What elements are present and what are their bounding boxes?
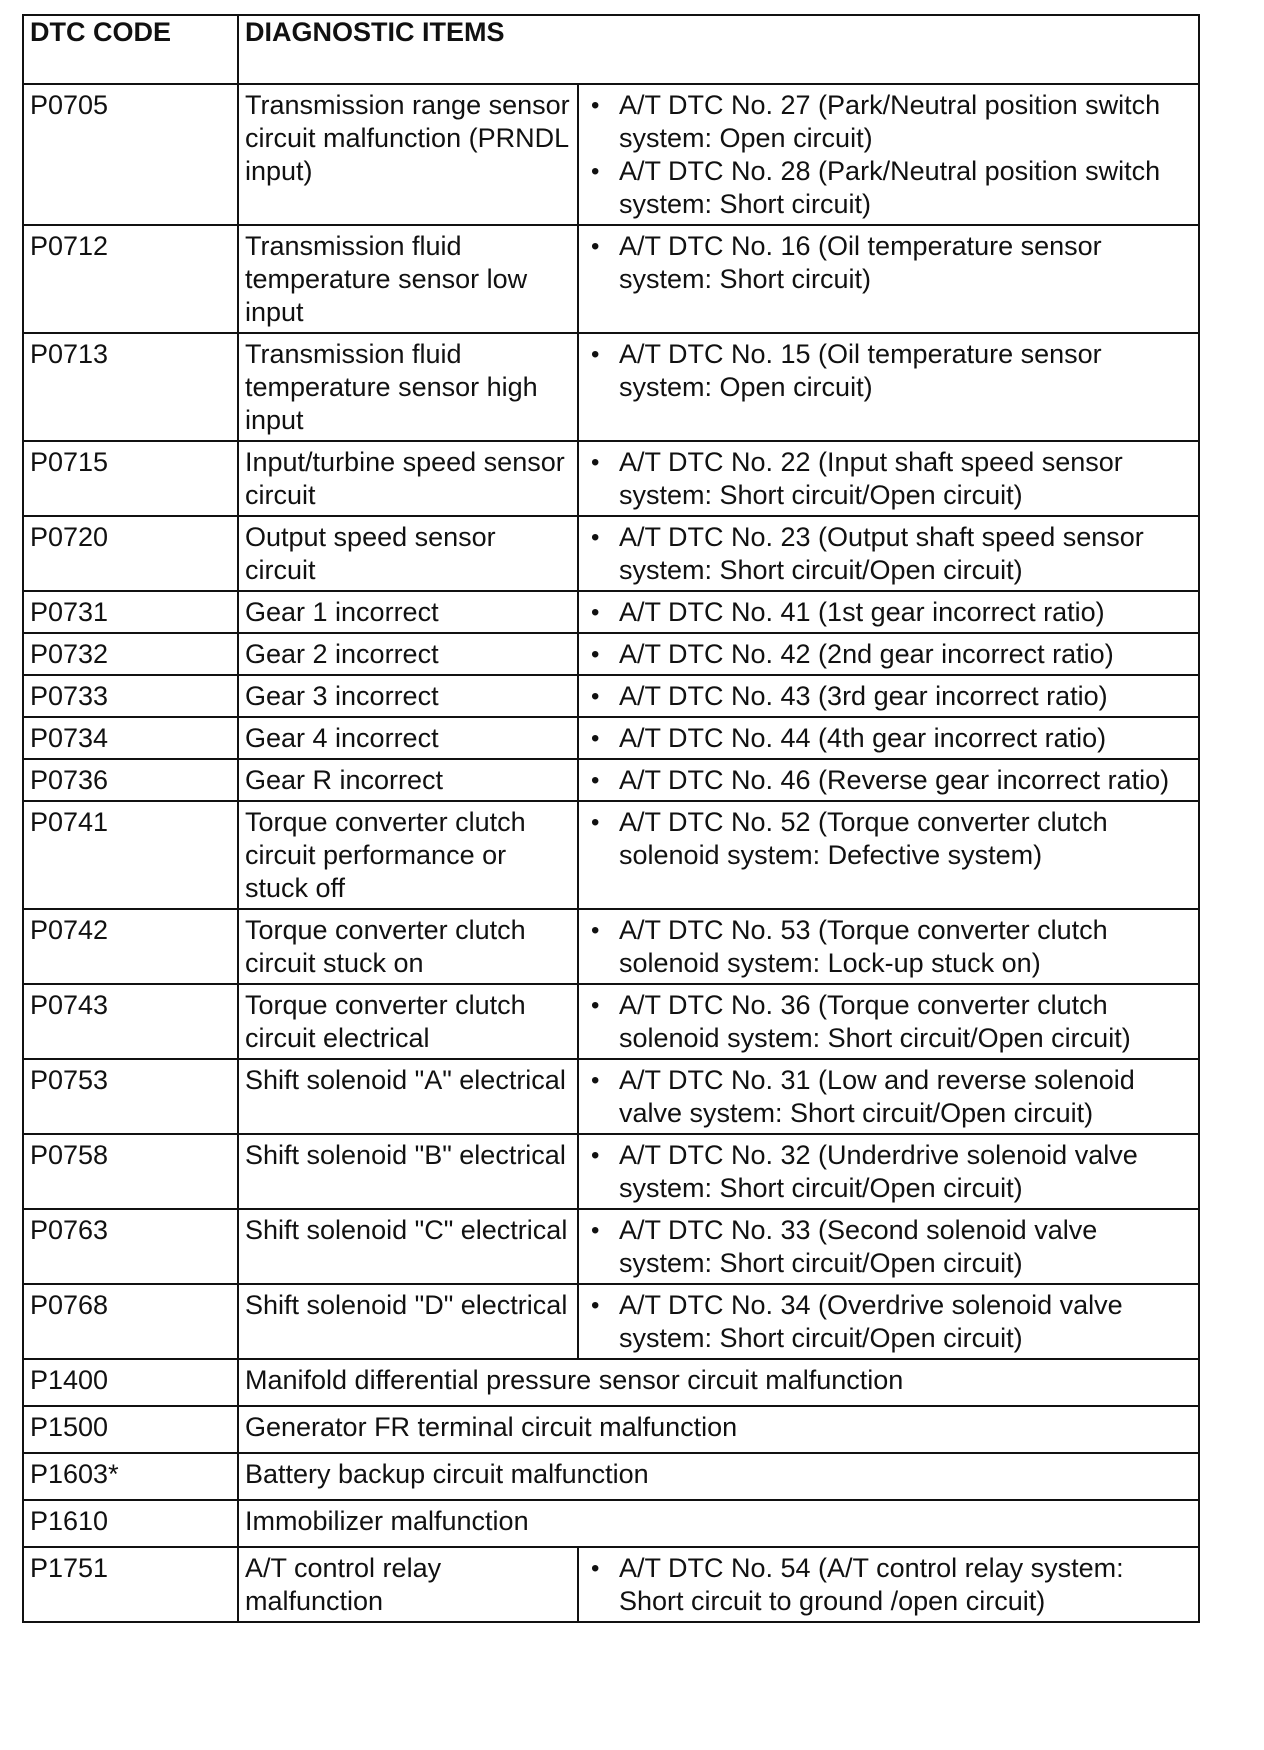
diagnostic-item-cell: Gear R incorrect bbox=[238, 759, 578, 801]
at-dtc-list-item: • A/T DTC No. 36 (Torque converter clutch solenoid system: Short circuit/Open circuit) bbox=[619, 989, 1192, 1055]
dtc-code-cell: P0713 bbox=[23, 333, 238, 441]
at-dtc-list-item: • A/T DTC No. 42 (2nd gear incorrect ratio) bbox=[619, 638, 1192, 671]
table-row bbox=[23, 591, 1199, 633]
at-dtc-list-item: • A/T DTC No. 33 (Second solenoid valve system: Short circuit/Open circuit) bbox=[619, 1214, 1192, 1280]
table-header-row bbox=[23, 15, 1199, 84]
at-dtc-list bbox=[585, 230, 1192, 296]
at-dtc-list-item: • A/T DTC No. 44 (4th gear incorrect ratio) bbox=[619, 722, 1192, 755]
at-dtc-list bbox=[585, 89, 1192, 221]
at-dtc-list bbox=[585, 680, 1192, 713]
at-dtc-list bbox=[585, 764, 1192, 797]
diagnostic-item-cell: Shift solenoid "D" electrical bbox=[238, 1284, 578, 1359]
dtc-code-cell: P0705 bbox=[23, 84, 238, 225]
at-dtc-detail-cell bbox=[578, 801, 1199, 909]
at-dtc-list-item: • A/T DTC No. 32 (Underdrive solenoid valve system: Short circuit/Open circuit) bbox=[619, 1139, 1192, 1205]
dtc-code-cell: P0768 bbox=[23, 1284, 238, 1359]
at-dtc-detail-cell bbox=[578, 759, 1199, 801]
dtc-code-cell: P0720 bbox=[23, 516, 238, 591]
at-dtc-list-item: • A/T DTC No. 46 (Reverse gear incorrect ratio) bbox=[619, 764, 1192, 797]
table-row bbox=[23, 1059, 1199, 1134]
table-row bbox=[23, 984, 1199, 1059]
at-dtc-list bbox=[585, 1064, 1192, 1130]
dtc-code-cell: P1500 bbox=[23, 1406, 238, 1453]
at-dtc-list-item: • A/T DTC No. 34 (Overdrive solenoid valve system: Short circuit/Open circuit) bbox=[619, 1289, 1192, 1355]
table-row bbox=[23, 1359, 1199, 1406]
diagnostic-item-cell: Immobilizer malfunction bbox=[238, 1500, 1199, 1547]
diagnostic-item-cell: Shift solenoid "A" electrical bbox=[238, 1059, 578, 1134]
dtc-code-cell: P0743 bbox=[23, 984, 238, 1059]
diagnostic-item-cell: A/T control relay malfunction bbox=[238, 1547, 578, 1622]
table-row bbox=[23, 225, 1199, 333]
at-dtc-list-item: • A/T DTC No. 28 (Park/Neutral position switch system: Short circuit) bbox=[619, 155, 1192, 221]
table-row bbox=[23, 441, 1199, 516]
at-dtc-detail-cell bbox=[578, 84, 1199, 225]
dtc-code-cell: P1610 bbox=[23, 1500, 238, 1547]
table-row bbox=[23, 801, 1199, 909]
at-dtc-list bbox=[585, 1214, 1192, 1280]
at-dtc-list bbox=[585, 338, 1192, 404]
dtc-code-cell: P0736 bbox=[23, 759, 238, 801]
dtc-table bbox=[22, 14, 1200, 1623]
at-dtc-detail-cell bbox=[578, 591, 1199, 633]
diagnostic-item-cell: Transmission range sensor circuit malfunction (PRNDL input) bbox=[238, 84, 578, 225]
table-row bbox=[23, 633, 1199, 675]
at-dtc-detail-cell bbox=[578, 1209, 1199, 1284]
dtc-code-cell: P0741 bbox=[23, 801, 238, 909]
diagnostic-item-cell: Gear 3 incorrect bbox=[238, 675, 578, 717]
dtc-code-cell: P0734 bbox=[23, 717, 238, 759]
diagnostic-item-cell: Shift solenoid "C" electrical bbox=[238, 1209, 578, 1284]
at-dtc-list bbox=[585, 638, 1192, 671]
at-dtc-list-item: • A/T DTC No. 23 (Output shaft speed sensor system: Short circuit/Open circuit) bbox=[619, 521, 1192, 587]
table-body bbox=[23, 84, 1199, 1622]
at-dtc-list-item: • A/T DTC No. 53 (Torque converter clutch solenoid system: Lock-up stuck on) bbox=[619, 914, 1192, 980]
at-dtc-list bbox=[585, 1552, 1192, 1618]
dtc-code-cell: P0732 bbox=[23, 633, 238, 675]
at-dtc-detail-cell bbox=[578, 909, 1199, 984]
table-row bbox=[23, 909, 1199, 984]
header-diagnostic-items: DIAGNOSTIC ITEMS bbox=[238, 15, 1199, 84]
at-dtc-list-item: • A/T DTC No. 22 (Input shaft speed sensor system: Short circuit/Open circuit) bbox=[619, 446, 1192, 512]
table-row bbox=[23, 1547, 1199, 1622]
table-row bbox=[23, 759, 1199, 801]
table-row bbox=[23, 84, 1199, 225]
at-dtc-list bbox=[585, 521, 1192, 587]
dtc-code-cell: P0715 bbox=[23, 441, 238, 516]
at-dtc-list-item: • A/T DTC No. 54 (A/T control relay system: Short circuit to ground /open circuit) bbox=[619, 1552, 1192, 1618]
at-dtc-list-item: • A/T DTC No. 27 (Park/Neutral position switch system: Open circuit) bbox=[619, 89, 1192, 155]
diagnostic-item-cell: Transmission fluid temperature sensor high input bbox=[238, 333, 578, 441]
at-dtc-list-item: • A/T DTC No. 43 (3rd gear incorrect ratio) bbox=[619, 680, 1192, 713]
table-row bbox=[23, 333, 1199, 441]
diagnostic-item-cell: Torque converter clutch circuit electrical bbox=[238, 984, 578, 1059]
at-dtc-list bbox=[585, 806, 1192, 872]
table-row bbox=[23, 1134, 1199, 1209]
dtc-code-cell: P0758 bbox=[23, 1134, 238, 1209]
table-row bbox=[23, 1209, 1199, 1284]
table-row bbox=[23, 717, 1199, 759]
at-dtc-detail-cell bbox=[578, 717, 1199, 759]
at-dtc-detail-cell bbox=[578, 333, 1199, 441]
diagnostic-item-cell: Shift solenoid "B" electrical bbox=[238, 1134, 578, 1209]
at-dtc-list bbox=[585, 446, 1192, 512]
dtc-code-cell: P0731 bbox=[23, 591, 238, 633]
dtc-code-cell: P1751 bbox=[23, 1547, 238, 1622]
diagnostic-item-cell: Torque converter clutch circuit stuck on bbox=[238, 909, 578, 984]
at-dtc-list bbox=[585, 596, 1192, 629]
diagnostic-item-cell: Input/turbine speed sensor circuit bbox=[238, 441, 578, 516]
diagnostic-item-cell: Generator FR terminal circuit malfunction bbox=[238, 1406, 1199, 1453]
at-dtc-detail-cell bbox=[578, 633, 1199, 675]
at-dtc-list-item: • A/T DTC No. 15 (Oil temperature sensor system: Open circuit) bbox=[619, 338, 1192, 404]
dtc-code-cell: P1603* bbox=[23, 1453, 238, 1500]
at-dtc-list-item: • A/T DTC No. 16 (Oil temperature sensor system: Short circuit) bbox=[619, 230, 1192, 296]
diagnostic-item-cell: Manifold differential pressure sensor circuit malfunction bbox=[238, 1359, 1199, 1406]
at-dtc-detail-cell bbox=[578, 1134, 1199, 1209]
diagnostic-item-cell: Transmission fluid temperature sensor low input bbox=[238, 225, 578, 333]
table-row bbox=[23, 516, 1199, 591]
at-dtc-detail-cell bbox=[578, 516, 1199, 591]
at-dtc-detail-cell bbox=[578, 675, 1199, 717]
table-row bbox=[23, 1500, 1199, 1547]
at-dtc-detail-cell bbox=[578, 1284, 1199, 1359]
at-dtc-list-item: • A/T DTC No. 31 (Low and reverse solenoid valve system: Short circuit/Open circuit) bbox=[619, 1064, 1192, 1130]
dtc-code-cell: P0763 bbox=[23, 1209, 238, 1284]
at-dtc-list-item: • A/T DTC No. 52 (Torque converter clutch solenoid system: Defective system) bbox=[619, 806, 1192, 872]
at-dtc-detail-cell bbox=[578, 1059, 1199, 1134]
at-dtc-detail-cell bbox=[578, 441, 1199, 516]
diagnostic-item-cell: Gear 1 incorrect bbox=[238, 591, 578, 633]
diagnostic-item-cell: Torque converter clutch circuit performance or stuck off bbox=[238, 801, 578, 909]
dtc-code-cell: P0733 bbox=[23, 675, 238, 717]
at-dtc-detail-cell bbox=[578, 1547, 1199, 1622]
diagnostic-item-cell: Output speed sensor circuit bbox=[238, 516, 578, 591]
table-row bbox=[23, 675, 1199, 717]
diagnostic-item-cell: Battery backup circuit malfunction bbox=[238, 1453, 1199, 1500]
at-dtc-list bbox=[585, 989, 1192, 1055]
dtc-code-cell: P0712 bbox=[23, 225, 238, 333]
dtc-code-cell: P0753 bbox=[23, 1059, 238, 1134]
diagnostic-item-cell: Gear 2 incorrect bbox=[238, 633, 578, 675]
diagnostic-item-cell: Gear 4 incorrect bbox=[238, 717, 578, 759]
at-dtc-list-item: • A/T DTC No. 41 (1st gear incorrect ratio) bbox=[619, 596, 1192, 629]
header-dtc-code: DTC CODE bbox=[23, 15, 238, 84]
at-dtc-list bbox=[585, 722, 1192, 755]
table-row bbox=[23, 1453, 1199, 1500]
dtc-code-cell: P1400 bbox=[23, 1359, 238, 1406]
at-dtc-detail-cell bbox=[578, 225, 1199, 333]
dtc-code-cell: P0742 bbox=[23, 909, 238, 984]
at-dtc-list bbox=[585, 1289, 1192, 1355]
table-row bbox=[23, 1284, 1199, 1359]
at-dtc-list bbox=[585, 914, 1192, 980]
at-dtc-detail-cell bbox=[578, 984, 1199, 1059]
table-row bbox=[23, 1406, 1199, 1453]
at-dtc-list bbox=[585, 1139, 1192, 1205]
